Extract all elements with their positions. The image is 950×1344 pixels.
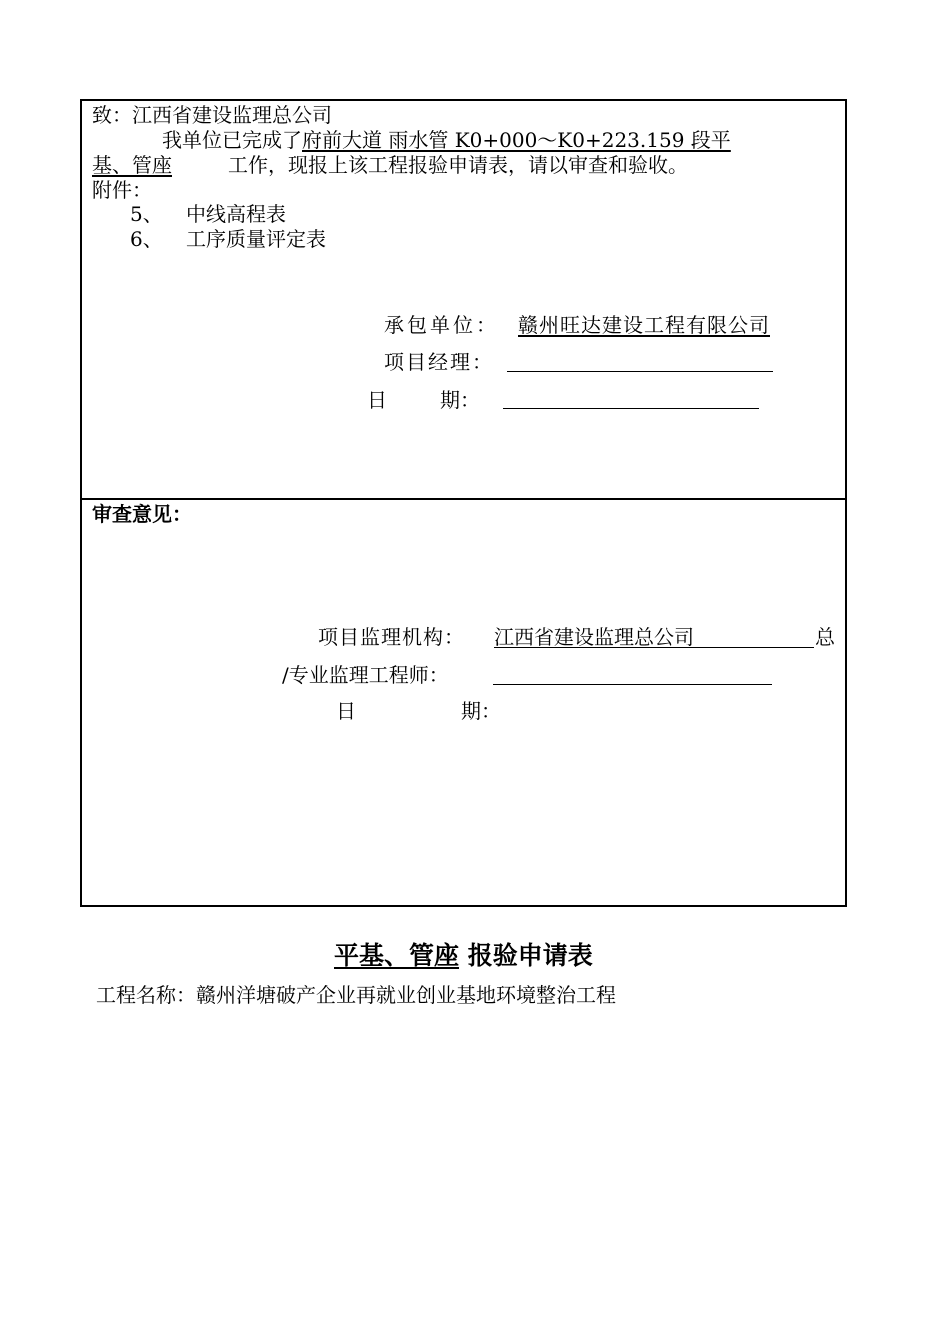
attachment-text: 工序质量评定表 [186, 227, 326, 251]
review-date-char-1: 日 [336, 699, 356, 723]
work-description-part-1: 府前大道 雨水管 K0+000～K0+223.159 段平 [302, 128, 731, 152]
total-char: 总 [815, 625, 835, 649]
supervision-org-value: 江西省建设监理总公司 [494, 625, 694, 649]
date-label-char-1: 日 [367, 388, 387, 412]
form-title-underlined: 平基、管座 [334, 941, 460, 970]
manager-signature-line [507, 371, 773, 372]
recipient-line: 致：江西省建设监理总公司 [92, 103, 332, 127]
review-date-char-2: 期： [461, 699, 501, 723]
contractor-label: 承包单位： [384, 313, 499, 337]
contractor-value: 赣州旺达建设工程有限公司 [518, 313, 770, 337]
date-signature-line [503, 408, 759, 409]
project-name-value: 赣州洋塘破产企业再就业创业基地环境整治工程 [196, 983, 616, 1007]
project-name-label: 工程名称： [96, 983, 196, 1007]
application-body-line-2 [92, 153, 688, 177]
attachments-label: 附件： [92, 178, 152, 202]
body-prefix: 我单位已完成了 [162, 128, 302, 152]
application-body-line-1 [162, 128, 731, 152]
project-name-line [96, 983, 616, 1007]
attachment-text: 中线高程表 [186, 202, 286, 226]
supervision-org-label: 项目监理机构： [318, 625, 465, 649]
attachment-num: 5、 [130, 202, 163, 226]
date-label-char-2: 期： [440, 388, 480, 412]
work-description-part-2: 基、管座 [92, 153, 172, 177]
body-suffix: 工作，现报上该工程报验申请表，请以审查和验收。 [228, 153, 688, 177]
form-title-rest: 报验申请表 [467, 941, 593, 970]
review-title: 审查意见： [92, 502, 192, 526]
engineer-signature-line [493, 684, 772, 685]
engineer-label: /专业监理工程师： [282, 663, 449, 687]
attachment-num: 6、 [130, 227, 163, 251]
form-title [304, 940, 593, 972]
supervision-org-underline [494, 647, 814, 648]
manager-label: 项目经理： [384, 350, 494, 374]
